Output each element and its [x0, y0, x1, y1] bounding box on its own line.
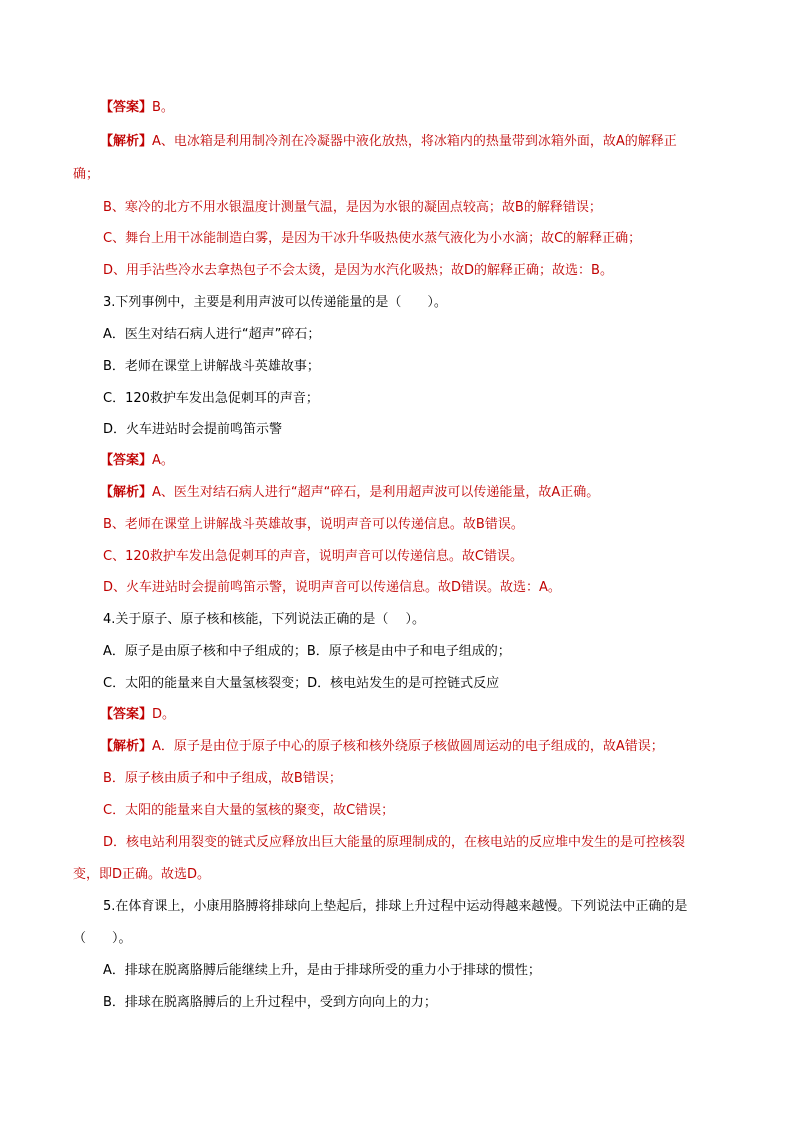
options-cd: C．太阳的能量来自大量氢核裂变；D．核电站发生的是可控链式反应: [103, 676, 500, 691]
analysis-line-d: D．核电站利用裂变的链式反应释放出巨大能量的原理制成的，在核电站的反应堆中发生的是可控核裂: [103, 835, 686, 850]
analysis-line: [100, 484, 599, 502]
options-ab: A．原子是由原子核和中子组成的；B．原子核是由中子和电子组成的；: [103, 644, 511, 659]
option-c: C．120救护车发出急促刺耳的声音；: [103, 391, 319, 406]
analysis-continuation: 确；: [73, 167, 100, 182]
analysis-line-d: D、用手沾些冷水去拿热包子不会太烫，是因为水汽化吸热；故D的解释正确；故选：B。: [103, 263, 613, 278]
answer-line: [100, 452, 174, 470]
analysis-line-d: D、火车进站时会提前鸣笛示警，说明声音可以传递信息。故D错误。故选：A。: [103, 580, 561, 595]
question-3: 3.下列事例中，主要是利用声波可以传递能量的是（ ）。: [103, 295, 447, 310]
option-d: D．火车进站时会提前鸣笛示警: [103, 422, 283, 437]
analysis-line-c: C、舞台上用干冰能制造白雾，是因为干冰升华吸热使水蒸气液化为小水滴；故C的解释正确；: [103, 231, 642, 246]
analysis-line-b: B、老师在课堂上讲解战斗英雄故事，说明声音可以传递信息。故B错误。: [103, 517, 524, 532]
analysis-text: A、电冰箱是利用制冷剂在冷凝器中液化放热，将冰箱内的热量带到冰箱外面，故A的解释正: [152, 134, 677, 149]
answer-label: 【答案】: [100, 707, 153, 722]
analysis-line: [100, 738, 664, 756]
question-5-continuation: （ ）。: [73, 931, 132, 946]
analysis-line-c: C、120救护车发出急促刺耳的声音，说明声音可以传递信息。故C错误。: [103, 549, 523, 564]
analysis-line-b: B、寒冷的北方不用水银温度计测量气温，是因为水银的凝固点较高；故B的解释错误；: [103, 200, 602, 215]
option-b: B．排球在脱离胳膊后的上升过程中，受到方向向上的力；: [103, 995, 437, 1010]
question-4: 4.关于原子、原子核和核能，下列说法正确的是（ ）。: [103, 612, 426, 627]
answer-label: 【答案】: [100, 100, 153, 115]
question-5: 5.在体育课上，小康用胳膊将排球向上垫起后，排球上升过程中运动得越来越慢。下列说法中正确的是: [103, 899, 688, 914]
analysis-line-b: B．原子核由质子和中子组成，故B错误；: [103, 771, 342, 786]
answer-line: [100, 99, 174, 117]
analysis-label: 【解析】: [100, 134, 153, 149]
answer-text: A。: [152, 453, 174, 468]
analysis-label: 【解析】: [100, 739, 153, 754]
option-b: B．老师在课堂上讲解战斗英雄故事；: [103, 359, 320, 374]
option-a: A．医生对结石病人进行“超声”碎石；: [103, 327, 321, 342]
analysis-text: A、医生对结石病人进行“超声“碎石，是利用超声波可以传递能量，故A正确。: [152, 485, 600, 500]
answer-text: D。: [152, 707, 176, 722]
answer-label: 【答案】: [100, 453, 153, 468]
answer-line: [100, 706, 175, 724]
analysis-line-c: C．太阳的能量来自大量的氢核的聚变，故C错误；: [103, 803, 395, 818]
analysis-continuation: 变，即D正确。故选D。: [73, 867, 211, 882]
analysis-line: [100, 133, 677, 151]
analysis-text: A．原子是由位于原子中心的原子核和核外绕原子核做圆周运动的电子组成的，故A错误；: [152, 739, 664, 754]
answer-text: B。: [152, 100, 174, 115]
option-a: A．排球在脱离胳膊后能继续上升，是由于排球所受的重力小于排球的惯性；: [103, 963, 541, 978]
analysis-label: 【解析】: [100, 485, 153, 500]
